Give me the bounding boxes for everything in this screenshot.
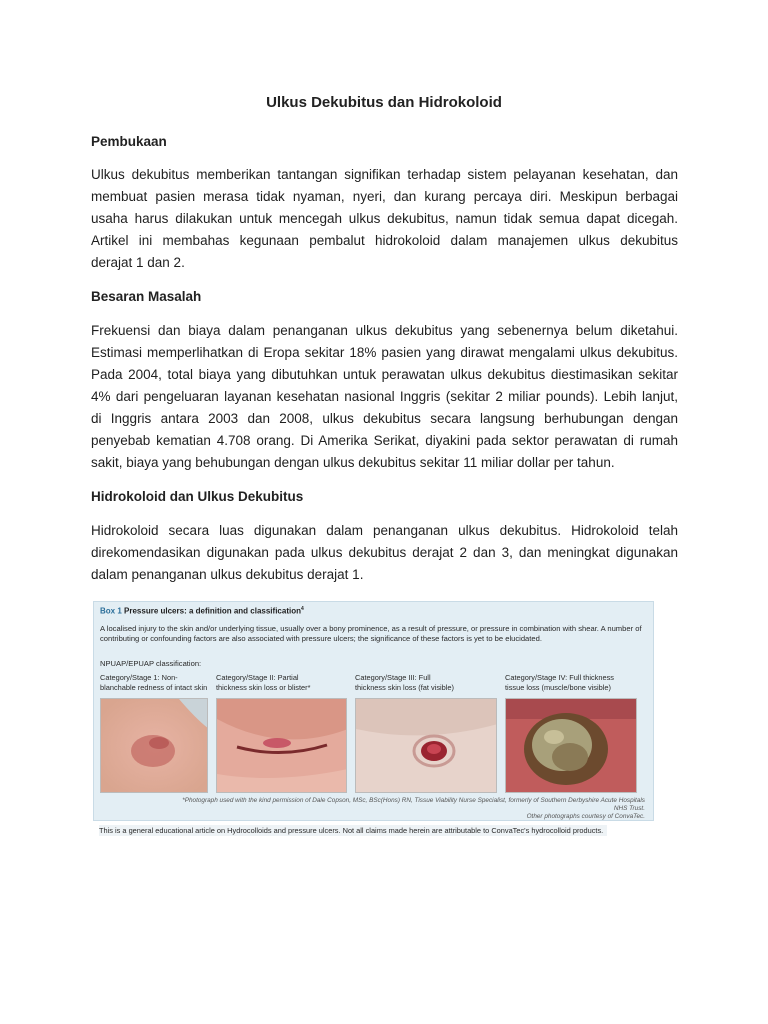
figure-box-prefix: Box 1 xyxy=(100,606,122,616)
figure-footer-note: This is a general educational article on Hydrocolloids and pressure ulcers. Not all claims made herein are attributable to ConvaTec's hydrocolloid products. xyxy=(99,825,607,836)
paragraph-besaran-masalah xyxy=(91,320,678,474)
paragraph-line: Frekuensi dan biaya dalam penanganan ulkus dekubitus yang sebenernya belum diketahui. xyxy=(91,323,678,338)
paragraph-line: penyebab kematian 4.708 orang. Di Amerika Serikat, diyakini pada sektor perawatan di rumah xyxy=(91,433,678,448)
section-heading-pembukaan: Pembukaan xyxy=(91,134,167,149)
stage-4-photo xyxy=(505,698,637,793)
category-stage-1-label: Category/Stage 1: Non-blanchable redness of intact skin xyxy=(100,673,208,692)
paragraph-line: Estimasi memperlihatkan di Eropa sekitar 18% pasien yang dirawat mengalami ulkus dekubitus. xyxy=(91,345,678,360)
figure-box-title xyxy=(100,606,304,616)
stage-2-photo xyxy=(216,698,347,793)
paragraph-line: di Inggris antara 2003 dan 2008, ulkus dekubitus secara langsung berhubungan dengan xyxy=(91,411,678,426)
paragraph-line: Artikel ini membahas kegunaan pembalut hidrokoloid dalam manajemen ulkus dekubitus xyxy=(91,233,678,248)
photo-credit-line-2: Other photographs courtesy of ConvaTec. xyxy=(526,813,645,820)
stage-3-photo xyxy=(355,698,497,793)
paragraph-line: derajat 1 dan 2. xyxy=(91,255,185,270)
paragraph-pembukaan xyxy=(91,164,678,274)
document-title: Ulkus Dekubitus dan Hidrokoloid xyxy=(266,94,502,111)
paragraph-line: Hidrokoloid secara luas digunakan dalam penanganan ulkus dekubitus. Hidrokoloid telah xyxy=(91,523,678,538)
figure-box-title-sup: 4 xyxy=(300,606,304,612)
paragraph-line: Pada 2004, total biaya yang dibutuhkan untuk perawatan ulkus dekubitus diestimasikan sekitar xyxy=(91,367,678,382)
category-stage-3-label: Category/Stage III: Full thickness skin loss (fat visible) xyxy=(355,673,454,692)
category-stage-4-label: Category/Stage IV: Full thickness tissue loss (muscle/bone visible) xyxy=(505,673,614,692)
photo-credit-line-1: *Photograph used with the kind permission of Dale Copson, MSc, BSc(Hons) RN, Tissue Viability Nurse Specialist, formerly of Southern Derbyshire Acute Hospitals NHS Trust. xyxy=(182,797,645,812)
section-heading-hidrokoloid: Hidrokoloid dan Ulkus Dekubitus xyxy=(91,489,304,504)
figure-box-title-text: Pressure ulcers: a definition and classification xyxy=(124,606,301,616)
paragraph-line: sakit, biaya yang behubungan dengan ulkus dekubitus sekitar 11 miliar dollar per tahun. xyxy=(91,455,615,470)
paragraph-line: Ulkus dekubitus memberikan tantangan signifikan terhadap sistem pelayanan kesehatan, dan xyxy=(91,167,678,182)
section-heading-besaran-masalah: Besaran Masalah xyxy=(91,289,202,304)
classification-label: NPUAP/EPUAP classification: xyxy=(100,659,202,668)
paragraph-line: 4% dari pengeluaran layanan kesehatan nasional Inggris (sekitar 2 miliar pounds). Lebih lanjut, xyxy=(91,389,678,404)
paragraph-hidrokoloid xyxy=(91,520,678,586)
figure-box-panel xyxy=(93,601,654,821)
photo-credit xyxy=(175,797,645,821)
paragraph-line: direkomendasikan digunakan pada ulkus dekubitus derajat 2 dan 3, dan meningkat digunakan xyxy=(91,545,678,560)
figure-description: A localised injury to the skin and/or underlying tissue, usually over a bony prominence, as a result of pressure, or pressure in combination with shear. A number of contributing or confounding factors are also associated with pressure ulcers; the significance of these factors is yet to be elucidated. xyxy=(100,624,642,643)
pressure-ulcer-figure xyxy=(93,601,654,839)
paragraph-line: usaha harus dilakukan untuk mencegah ulkus dekubitus, namun tidak semua dapat dicegah. xyxy=(91,211,678,226)
paragraph-line: membuat pasien merasa tidak nyaman, nyeri, dan kurang percaya diri. Meskipun berbagai xyxy=(91,189,678,204)
paragraph-line: dalam penanganan ulkus dekubitus derajat 1. xyxy=(91,567,364,582)
stage-1-photo xyxy=(100,698,208,793)
category-stage-2-label: Category/Stage II: Partial thickness skin loss or blister* xyxy=(216,673,311,692)
